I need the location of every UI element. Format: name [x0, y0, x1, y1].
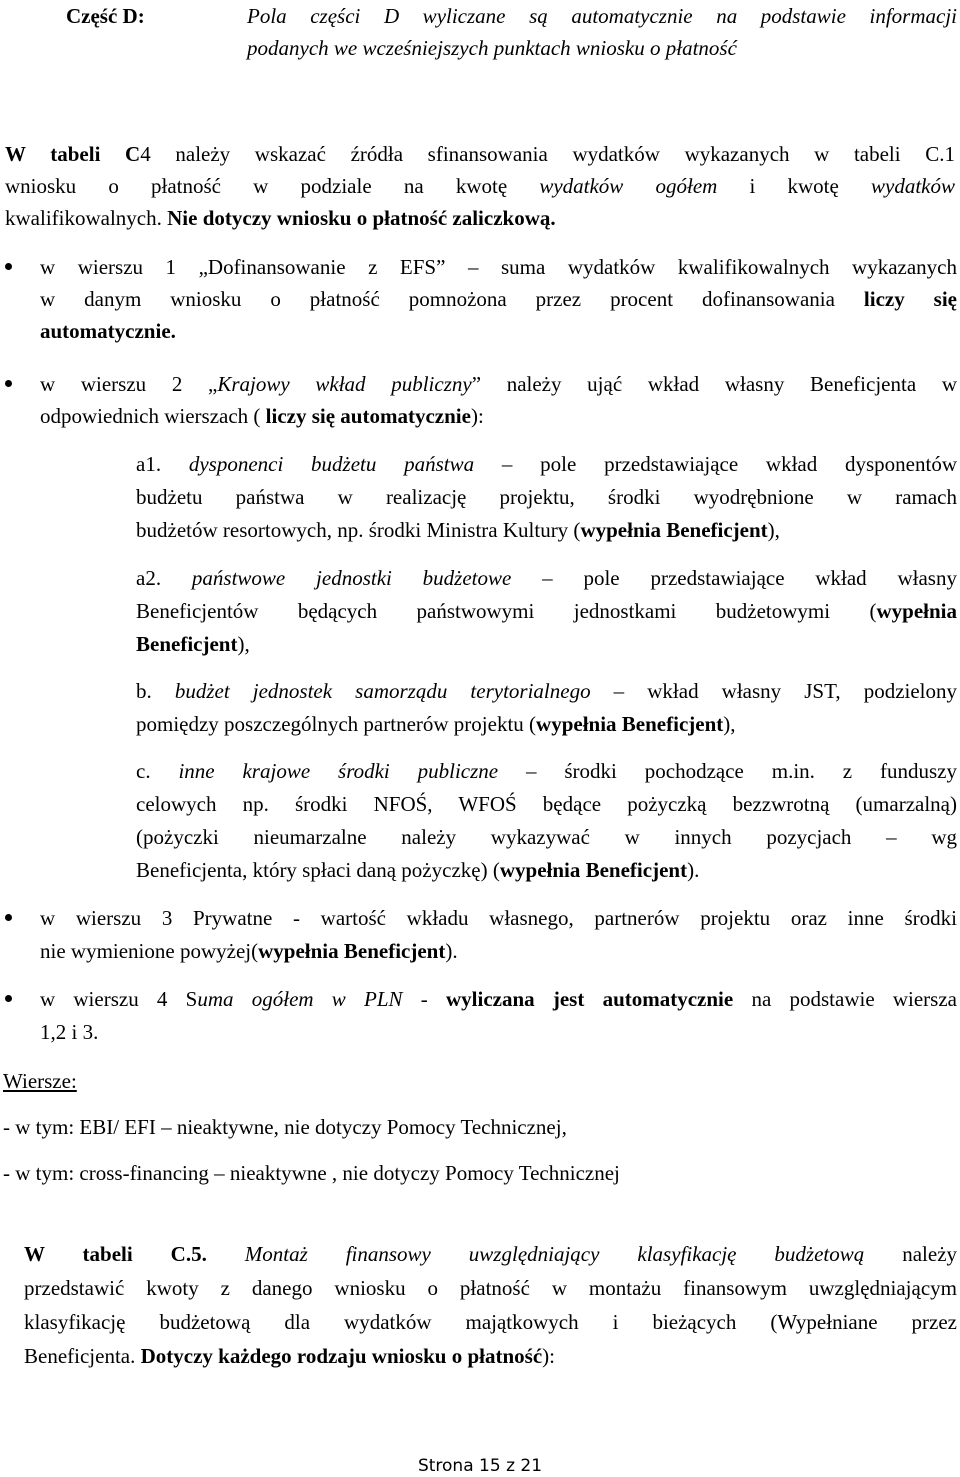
a2-l2-a: Beneficjentów będących państwowymi jednostkami budżetowymi (: [136, 599, 877, 623]
a1-l3-b: ),: [767, 518, 780, 542]
a2-line-3: [136, 628, 957, 660]
c5-bold: W tabeli C.5.: [24, 1242, 207, 1266]
row1-bold-3: automatycznie.: [40, 319, 176, 343]
a2-l3-b: ),: [237, 632, 250, 656]
row4-line-1: [40, 983, 957, 1015]
c4-l2-i2: wydatków: [871, 174, 956, 198]
row2-line-1: [40, 368, 957, 400]
c5-l4-a: Beneficjenta.: [24, 1344, 141, 1368]
c-text-2: celowych np. środki NFOŚ, WFOŚ będące pożyczką bezzwrotną (umarzalną): [136, 792, 957, 816]
c4-text: 4 należy wskazać źródła sfinansowania wydatków wykazanych w tabeli C.1: [140, 142, 955, 166]
c-line-4: [136, 854, 957, 886]
c-l4-b: ).: [687, 858, 700, 882]
a1-text-2: budżetu państwa w realizację projektu, środki wyodrębnione w ramach: [136, 485, 957, 509]
a2-line-1: [136, 562, 957, 594]
wiersze-heading: [3, 1065, 77, 1097]
row1-line-2: [40, 283, 957, 315]
footer-prefix: Strona: [417, 1456, 480, 1476]
b-italic: budżet jednostek samorządu terytorialnego: [174, 679, 591, 703]
c4-l3-bold: Nie dotyczy wniosku o płatność zaliczkową.: [167, 206, 556, 230]
row3-line-2: [40, 935, 957, 967]
row2-l2-bold: liczy się automatycznie: [265, 404, 471, 428]
bullet-icon: [5, 914, 12, 921]
c5-line-1: [24, 1238, 957, 1270]
wiersze-item-1-text: - w tym: EBI/ EFI – nieaktywne, nie dotyczy Pomocy Technicznej,: [3, 1115, 567, 1139]
row2-line-2: [40, 400, 957, 432]
c4-line-3: [5, 202, 955, 234]
a2-l3-bold: Beneficjent: [136, 632, 238, 656]
bullet-icon: [5, 263, 12, 270]
c4-bold: W tabeli C: [5, 142, 141, 166]
row1-line-3: [40, 315, 957, 347]
a1-line-3: [136, 514, 957, 546]
part-d-text-2: podanych we wcześniejszych punktach wniosku o płatność: [247, 36, 737, 60]
row4-b: -: [402, 987, 446, 1011]
b-rest: – wkład własny JST, podzielony: [590, 679, 958, 703]
c5-l4-b: ):: [542, 1344, 555, 1368]
a1-prefix: a1.: [136, 452, 189, 476]
row3-line-1: [40, 902, 957, 934]
wiersze-item-2-text: - w tym: cross-financing – nieaktywne , nie dotyczy Pomocy Technicznej: [3, 1161, 620, 1185]
c-text-3: (pożyczki nieumarzalne należy wykazywać w innych pozycjach – wg: [136, 825, 957, 849]
c4-l3-a: kwalifikowalnych.: [5, 206, 168, 230]
row1-line-1: [40, 251, 957, 283]
a1-rest: – pole przedstawiające wkład dysponentów: [474, 452, 957, 476]
bullet-icon: [5, 380, 12, 387]
a2-prefix: a2.: [136, 566, 192, 590]
a2-rest: – pole przedstawiające wkład własny: [511, 566, 957, 590]
footer-middle: z: [500, 1456, 521, 1476]
a2-line-2: [136, 595, 957, 627]
a1-l3-bold: wypełnia Beneficjent: [580, 518, 768, 542]
footer-page-number: 15: [479, 1456, 501, 1476]
row1-bold-2: liczy się: [863, 287, 957, 311]
row4-c: na podstawie wiersza: [733, 987, 957, 1011]
part-d-label-text: Część D:: [66, 4, 145, 28]
row4-italic: uma ogółem w PLN: [197, 987, 403, 1011]
c5-l4-bold: Dotyczy każdego rodzaju wniosku o płatność: [140, 1344, 543, 1368]
bullet-icon: [5, 995, 12, 1002]
row3-text-1: w wierszu 3 Prywatne - wartość wkładu własnego, partnerów projektu oraz inne środki: [40, 906, 957, 930]
c5-text-2: przedstawić kwoty z danego wniosku o płatność w montażu finansowym uwzględniającym: [24, 1276, 957, 1300]
c-prefix: c.: [136, 759, 179, 783]
footer-total-pages: 21: [520, 1456, 543, 1476]
c-line-2: [136, 788, 957, 820]
c4-line-1: [5, 138, 955, 170]
wiersze-heading-text: Wiersze:: [3, 1069, 77, 1093]
c-italic: inne krajowe środki publiczne: [178, 759, 499, 783]
c5-rest: należy: [864, 1242, 958, 1266]
row3-l2-b: ).: [445, 939, 458, 963]
row2-b: ” należy ująć wkład własny Beneficjenta w: [471, 372, 957, 396]
b-l2-bold: wypełnia Beneficjent: [536, 712, 724, 736]
row4-a: w wierszu 4 S: [40, 987, 198, 1011]
c5-line-2: [24, 1272, 957, 1304]
part-d-text-1: Pola części D wyliczane są automatycznie na podstawie informacji: [247, 4, 957, 28]
page-footer: [0, 1456, 960, 1476]
wiersze-item-2: [3, 1157, 953, 1189]
b-line-2: [136, 708, 957, 740]
row2-l2-a: odpowiednich wierszach (: [40, 404, 266, 428]
c-l4-a: Beneficjenta, który spłaci daną pożyczkę) (: [136, 858, 500, 882]
a2-italic: państwowe jednostki budżetowe: [191, 566, 512, 590]
c5-line-3: [24, 1306, 957, 1338]
c5-text-3: klasyfikację budżetową dla wydatków majątkowych i bieżących (Wypełniane przez: [24, 1310, 957, 1334]
c4-l2-i1: wydatków ogółem: [539, 174, 718, 198]
a1-italic: dysponenci budżetu państwa: [188, 452, 475, 476]
a2-l2-bold: wypełnia: [876, 599, 957, 623]
row4-text-2: 1,2 i 3.: [40, 1020, 99, 1044]
row2-i: Krajowy wkład publiczny: [217, 372, 472, 396]
row4-bold: wyliczana jest automatycznie: [445, 987, 734, 1011]
row1-text-1: w wierszu 1 „Dofinansowanie z EFS” – suma wydatków kwalifikowalnych wykazanych: [40, 255, 957, 279]
c-l4-bold: wypełnia Beneficjent: [499, 858, 688, 882]
wiersze-item-1: [3, 1111, 953, 1143]
b-l2-a: pomiędzy poszczególnych partnerów projektu (: [136, 712, 537, 736]
a1-l3-a: budżetów resortowych, np. środki Ministra Kultury (: [136, 518, 581, 542]
a1-line-2: [136, 481, 957, 513]
c-rest: – środki pochodzące m.in. z funduszy: [498, 759, 957, 783]
row2-l2-b: ):: [470, 404, 484, 428]
c4-l2-a: wniosku o płatność w podziale na kwotę: [5, 174, 540, 198]
c-line-1: [136, 755, 957, 787]
row3-l2-bold: wypełnia Beneficjent: [258, 939, 446, 963]
row1-text-2: w danym wniosku o płatność pomnożona przez procent dofinansowania: [40, 287, 864, 311]
c4-l2-b: i kwotę: [717, 174, 872, 198]
c4-line-2: [5, 170, 955, 202]
part-d-text-line-1: [247, 0, 957, 32]
b-prefix: b.: [136, 679, 175, 703]
b-l2-b: ),: [723, 712, 736, 736]
row4-line-2: [40, 1016, 957, 1048]
row3-l2-a: nie wymienione powyżej(: [40, 939, 259, 963]
row2-a: w wierszu 2 „: [40, 372, 218, 396]
c-line-3: [136, 821, 957, 853]
c5-line-4: [24, 1340, 957, 1372]
c5-italic: Montaż finansowy uwzględniający klasyfikację budżetową: [206, 1242, 865, 1266]
b-line-1: [136, 675, 957, 707]
part-d-text-line-2: [247, 32, 957, 64]
part-d-label: [66, 0, 186, 32]
a1-line-1: [136, 448, 957, 480]
